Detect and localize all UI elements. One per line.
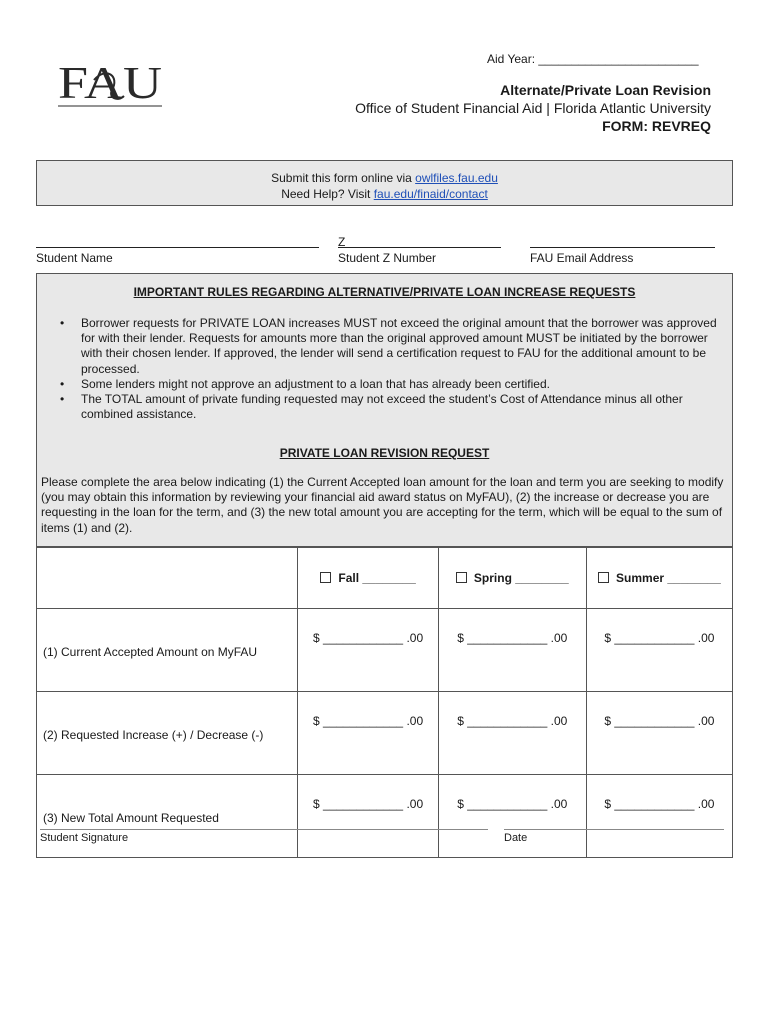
amount-field[interactable]: $ ____________ .00: [298, 609, 438, 692]
date-label: Date: [504, 832, 528, 844]
table-row: [37, 775, 733, 858]
owlfiles-link[interactable]: owlfiles.fau.edu: [415, 171, 498, 185]
help-line: [37, 186, 732, 202]
revision-box: [36, 437, 733, 547]
amount-field[interactable]: $ ____________ .00: [298, 775, 438, 858]
amount-field[interactable]: $ ____________ .00: [438, 692, 586, 775]
rules-box: [36, 273, 733, 438]
amount-field[interactable]: $ ____________ .00: [438, 609, 586, 692]
signature-line[interactable]: [40, 829, 488, 830]
submit-info-box: [36, 160, 733, 206]
rules-title: IMPORTANT RULES REGARDING ALTERNATIVE/PRIVATE LOAN INCREASE REQUESTS: [133, 285, 636, 299]
spring-checkbox[interactable]: [456, 572, 467, 583]
term-label: Spring ________: [473, 571, 569, 585]
empty-header-cell: [37, 548, 298, 609]
form-code: FORM: REVREQ: [602, 118, 711, 134]
signature-label: Student Signature: [40, 832, 129, 844]
row-label: (2) Requested Increase (+) / Decrease (-): [37, 692, 298, 775]
student-z-label: Student Z Number: [338, 251, 437, 265]
term-spring[interactable]: [438, 548, 586, 609]
rule-item: • Some lenders might not approve an adjustment to a loan that has already been certified.: [81, 377, 721, 392]
term-summer[interactable]: [586, 548, 732, 609]
rule-item: • Borrower requests for PRIVATE LOAN increases MUST not exceed the original amount that the borrower was approved for with their lender. Requests for amounts more than the original approved amount MUST be initiated by the borrower with their chosen lender. If approved, the lender will send a certification request to FAU for the additional amount to be processed.: [81, 316, 721, 377]
fall-checkbox[interactable]: [320, 572, 331, 583]
email-line[interactable]: [530, 247, 715, 248]
amount-table: [36, 547, 733, 858]
email-label: FAU Email Address: [530, 251, 634, 265]
submit-line: [37, 170, 732, 186]
rule-item: • The TOTAL amount of private funding requested may not exceed the student’s Cost of Attendance minus all other combined assistance.: [81, 392, 721, 422]
table-row: [37, 692, 733, 775]
student-name-label: Student Name: [36, 251, 113, 265]
row-label: (3) New Total Amount Requested: [37, 775, 298, 858]
form-title: Alternate/Private Loan Revision: [500, 82, 711, 98]
contact-link[interactable]: fau.edu/finaid/contact: [373, 187, 488, 201]
rules-list: [81, 316, 721, 422]
amount-field[interactable]: $ ____________ .00: [586, 692, 732, 775]
term-header-row: [37, 548, 733, 609]
term-label: Summer ________: [616, 571, 721, 585]
summer-checkbox[interactable]: [598, 572, 609, 583]
office-subtitle: Office of Student Financial Aid | Florida Atlantic University: [355, 100, 711, 116]
help-text: Need Help? Visit: [281, 187, 374, 201]
svg-text:FAU: FAU: [58, 58, 162, 108]
z-prefix: Z: [338, 235, 346, 249]
aid-year-field[interactable]: Aid Year: ________________________: [487, 52, 699, 66]
amount-field[interactable]: $ ____________ .00: [586, 609, 732, 692]
student-name-line[interactable]: [36, 247, 319, 248]
revision-instructions: Please complete the area below indicating (1) the Current Accepted loan amount for the loan and term you are seeking to modify (you may obtain this information by reviewing your financial aid award status on MyFAU), (2) the increase or decrease you are requesting in the loan for the term, and (3) the new total amount you are accepting for the term, which will be equal to the sum of items (1) and (2).: [41, 475, 724, 535]
term-fall[interactable]: [298, 548, 438, 609]
row-label: (1) Current Accepted Amount on MyFAU: [37, 609, 298, 692]
term-label: Fall ________: [338, 571, 416, 585]
amount-field[interactable]: $ ____________ .00: [438, 775, 586, 858]
date-line[interactable]: [504, 829, 724, 830]
student-z-line[interactable]: [338, 247, 501, 248]
fau-logo: [58, 58, 164, 110]
table-row: [37, 609, 733, 692]
amount-field[interactable]: $ ____________ .00: [586, 775, 732, 858]
submit-text: Submit this form online via: [271, 171, 416, 185]
revision-title: PRIVATE LOAN REVISION REQUEST: [279, 446, 490, 460]
amount-field[interactable]: $ ____________ .00: [298, 692, 438, 775]
